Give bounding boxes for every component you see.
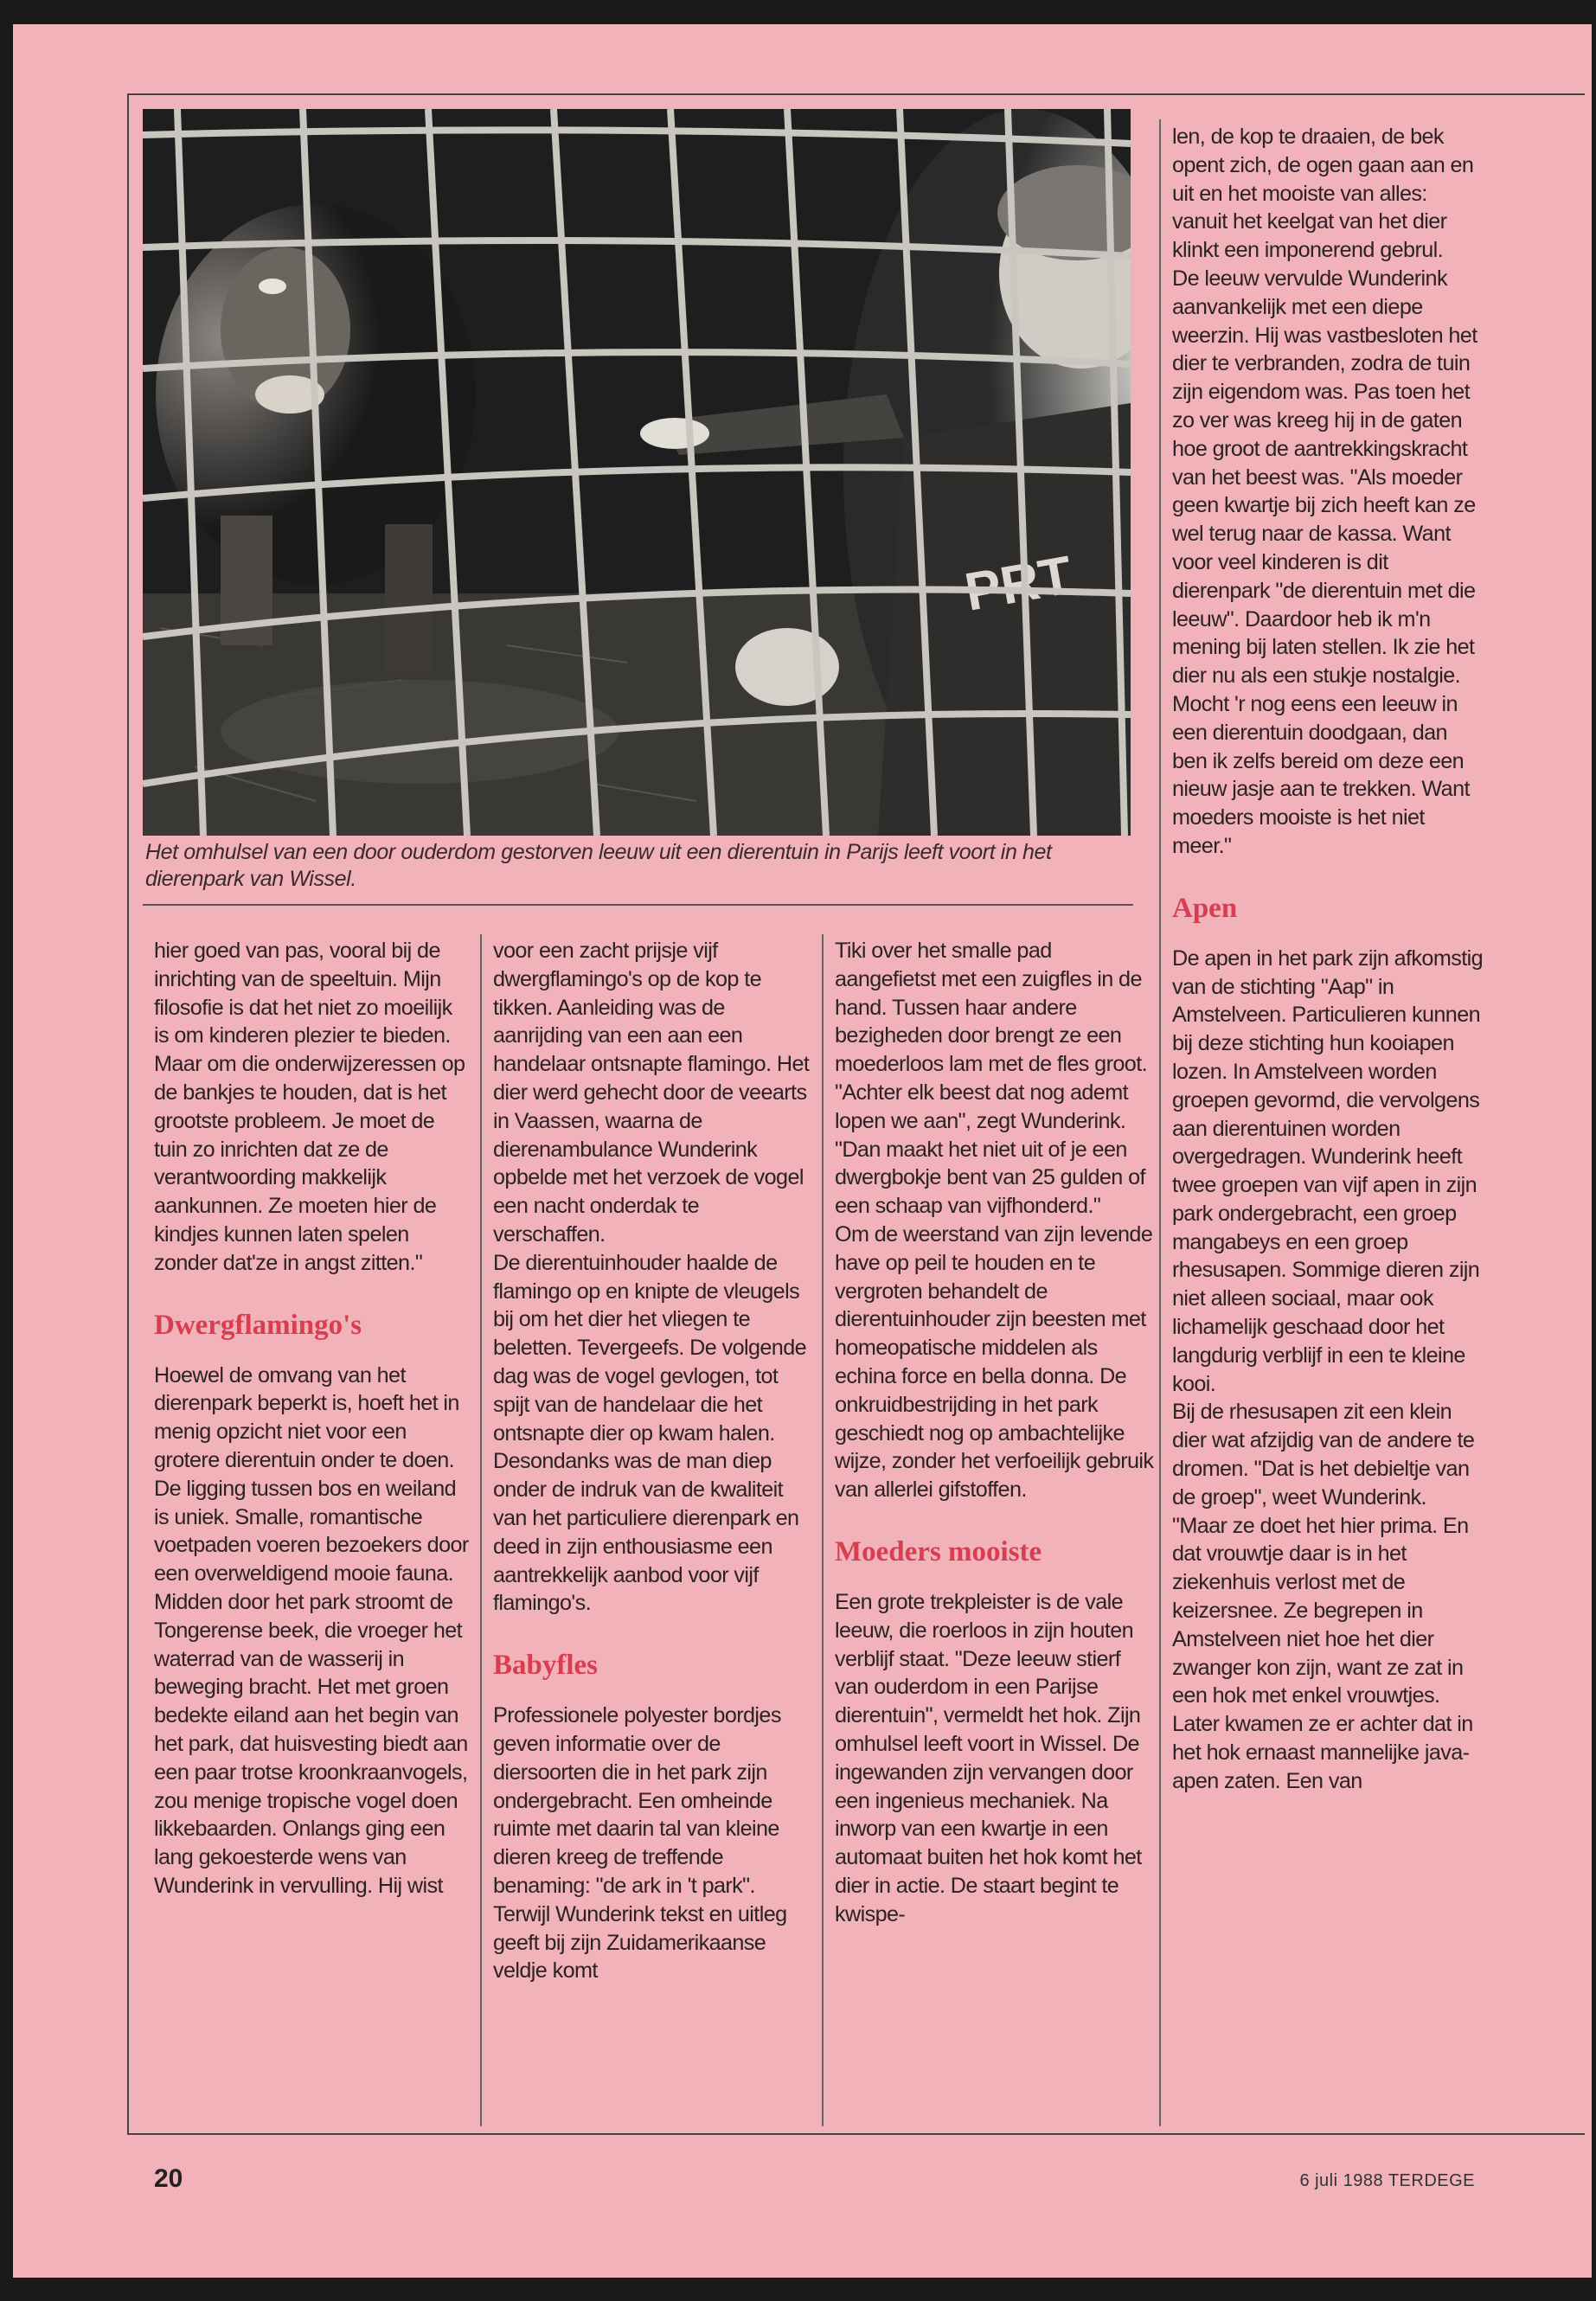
- paragraph: Terwijl Wunderink tekst en uitleg geeft bij zijn Zuidamerikaanse veldje komt: [493, 1901, 787, 1984]
- article-column-3: [835, 937, 1155, 1929]
- issue-date: 6 juli 1988 TERDEGE: [1299, 2171, 1475, 2190]
- article-column-2: [493, 937, 813, 1985]
- paragraph: Professionele polyester bordjes geven informatie over de diersoorten die in het park zijn ondergebracht. Een omheinde ruimte met daarin tal van kleine dieren kreeg de treffende benaming: "de ark in 't park".: [493, 1703, 781, 1898]
- photo-caption: Het omhulsel van een door ouderdom gestorven leeuw uit een dierentuin in Parijs leeft voort in het dierenpark van Wissel.: [145, 840, 1052, 891]
- photo-illustration: [143, 109, 1131, 836]
- svg-text:PRT: PRT: [960, 545, 1077, 623]
- paragraph: len, de kop te draaien, de bek opent zich, de ogen gaan aan en uit en het mooiste van alles: vanuit het keelgat van het dier klinkt een imponerend gebrul.: [1172, 125, 1474, 263]
- section-heading: Babyfles: [493, 1650, 599, 1682]
- paragraph: De leeuw vervulde Wunderink aanvankelijk met een diepe weerzin. Hij was vastbesloten het dier te verbranden, zodra de tuin zijn eigendom was. Pas toen het zo ver was kreeg hij in de gaten hoe groot de aantrekkingskracht van het beest was. "Als moeder geen kwartje bij zich heeft kan ze wel terug naar de kassa. Want voor veel kinderen is dit dierenpark "de dierentuin met die leeuw". Daardoor heb ik m'n mening bij laten stellen. Ik zie het dier nu als een stukje nostalgie. Mocht 'r nog eens een leeuw in een dierentuin doodgaan, dan ben ik zelfs bereid om deze een nieuw jasje aan te trekken. Want moeders mooiste is het niet meer.": [1172, 266, 1477, 858]
- paragraph: hier goed van pas, vooral bij de inrichting van de speeltuin. Mijn filosofie is dat het niet zo moeilijk is om kinderen plezier te bieden. Maar om die onderwijzeressen op de bankjes te houden, dat is het grootste probleem. Je moet de tuin zo inrichten dat ze de verantwoording makkelijk aankunnen. Ze moeten hier de kindjes kunnen laten spelen zonder dat'ze in angst zitten.": [154, 939, 465, 1275]
- paragraph: Hoewel de omvang van het dierenpark beperkt is, hoeft het in menig opzicht niet voor een grotere dierentuin onder te doen. De ligging tussen bos en weiland is uniek. Smalle, romantische voetpaden voeren bezoekers door een overweldigend mooie fauna. Midden door het park stroomt de Tongerense beek, die vroeger het waterrad van de wasserij in beweging bracht. Het met groen bedekte eiland aan het begin van het park, dat huisvesting biedt aan een paar trotse kroonkraanvogels, zou menige tropische vogel doen likkebaarden. Onlangs ging een lang gekoesterde wens van Wunderink in vervulling. Hij wist: [154, 1362, 469, 1898]
- article-column-1: [154, 937, 471, 1900]
- paragraph: "Achter elk beest dat nog ademt lopen we aan", zegt Wunderink. "Dan maakt het niet uit of je een dwergbokje bent van 25 gulden of een schaap van vijfhonderd.": [835, 1080, 1145, 1219]
- page-number: 20: [154, 2164, 183, 2193]
- article-column-4: [1172, 123, 1484, 1796]
- paragraph: De apen in het park zijn afkomstig van de stichting "Aap" in Amstelveen. Particulieren kunnen bij deze stichting hun kooiapen lozen. In Amstelveen worden groepen gevormd, die vervolgens aan dierentuinen worden overgedragen. Wunderink heeft twee groepen van vijf apen in zijn park ondergebracht, een groep mangabeys en een groep rhesusapen. Sommige dieren zijn niet alleen sociaal, maar ook lichamelijk geschaad door het langdurig verblijf in een te kleine kooi.: [1172, 945, 1484, 1396]
- caption-divider: [143, 904, 1133, 906]
- section-heading: Moeders mooiste: [835, 1535, 1042, 1567]
- paragraph: voor een zacht prijsje vijf dwergflamingo's op de kop te tikken. Aanleiding was de aanrijding van een aan een handelaar ontsnapte flamingo. Het dier werd gehecht door de veearts in Vaassen, waarna de dierenambulance Wunderink opbelde met het verzoek de vogel een nacht onderdak te verschaffen.: [493, 939, 810, 1247]
- section-heading: Dwergflamingo's: [154, 1309, 362, 1341]
- column-divider: [822, 934, 824, 2126]
- section-heading: Apen: [1172, 892, 1238, 924]
- paragraph: Bij de rhesusapen zit een klein dier wat afzijdig van de andere te dromen. "Dat is het debieltje van de groep", weet Wunderink. "Maar ze doet het hier prima. En dat vrouwtje daar is in het ziekenhuis verlost met de keizersnee. Ze begrepen in Amstelveen niet hoe het dier zwanger kon zijn, want ze zat in een hok met enkel vrouwtjes. Later kwamen ze er achter dat in het hok ernaast mannelijke java-apen zaten. Een van: [1172, 1400, 1475, 1793]
- column-divider: [480, 934, 482, 2126]
- paragraph: Een grote trekpleister is de vale leeuw, die roerloos in zijn houten verblijf staat. "Deze leeuw stierf van ouderdom in een Parijse dierentuin", vermeldt het hok. Zijn omhulsel leeft voort in Wissel. De ingewanden zijn vervangen door een ingenieus mechaniek. Na inworp van een kwartje in een automaat buiten het hok komt het dier in actie. De staart begint te kwispe-: [835, 1589, 1142, 1926]
- paragraph: Tiki over het smalle pad aangefietst met een zuigfles in de hand. Tussen haar andere bezigheden door brengt ze een moederloos lam met de fles groot.: [835, 939, 1147, 1077]
- paragraph: De dierentuinhouder haalde de flamingo op en knipte de vleugels bij om het dier het vliegen te beletten. Tevergeefs. De volgende dag was de vogel gevlogen, tot spijt van de handelaar die het ontsnapte dier op kwam halen. Desondanks was de man diep onder de indruk van de kwaliteit van het particuliere dierenpark en deed in zijn enthousiasme een aantrekkelijk aanbod voor vijf flamingo's.: [493, 1250, 807, 1616]
- paragraph: Om de weerstand van zijn levende have op peil te houden en te vergroten behandelt de dierentuinhouder zijn beesten met homeopatische middelen als echina force en bella donna. De onkruidbestrijding in het park geschiedt nog op ambachtelijke wijze, zonder het verfoeilijk gebruik van allerlei gifstoffen.: [835, 1221, 1154, 1503]
- lion-cage-photo: [143, 109, 1131, 836]
- column-divider: [1159, 119, 1161, 2126]
